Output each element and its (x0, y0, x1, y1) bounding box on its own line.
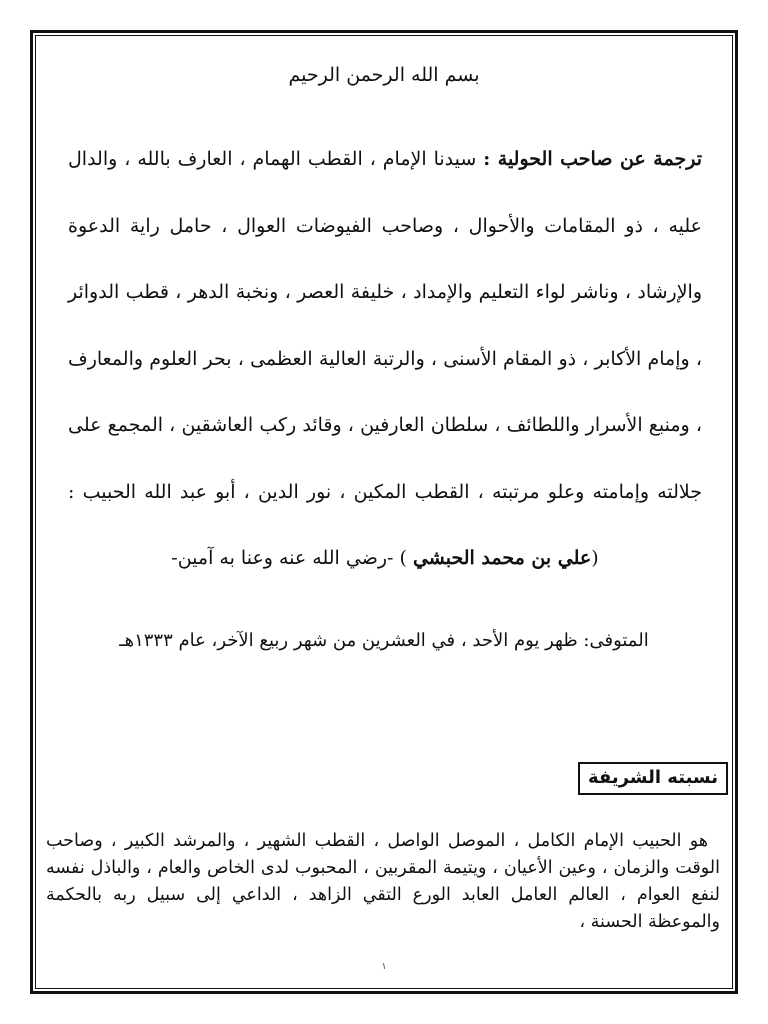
death-date-line: المتوفى: ظهر يوم الأحد ، في العشرين من شهر ربيع الآخر، عام ١٣٣٣هـ (119, 630, 649, 651)
document-page (40, 40, 728, 984)
lineage-paragraph: هو الحبيب الإمام الكامل ، الموصل الواصل ، القطب الشهير ، والمرشد الكبير ، وصاحب الوقت والزمان ، وعين الأعيان ، ويتيمة المقربين ، المحبوب لدى الخاص والعام ، والباذل نفسه لنفع العوام ، العالم العامل العابد الورع التقي الزاهد ، الداعي إلى سبيل ربه بالحكمة والموعظة الحسنة ، (46, 831, 720, 932)
page-number: ١ (381, 962, 387, 972)
biography-title: ترجمة عن صاحب الحولية : (483, 148, 702, 170)
biography-paragraph (68, 126, 702, 592)
section-title-box: نسبته الشريفة (578, 762, 728, 795)
subject-name: علي بن محمد الحبشي (412, 547, 592, 569)
basmala-heading: بسم الله الرحمن الرحيم (288, 64, 480, 86)
biography-text-part-2: ) -رضي الله عنه وعنا به آمين- (171, 547, 407, 569)
biography-text-part-1: سيدنا الإمام ، القطب الهمام ، العارف بالله ، والدال عليه ، ذو المقامات والأحوال ، وصاحب الفيوضات العوال ، حامل راية الدعوة والإرشاد ، وناشر لواء التعليم والإمداد ، خليفة العصر ، ونخبة الدهر ، قطب الدوائر ، وإمام الأكابر ، ذو المقام الأسنى ، والرتبة العالية العظمى ، بحر العلوم والمعارف ، ومنبع الأسرار واللطائف ، سلطان العارفين ، وقائد ركب العاشقين ، المجمع على جلالته وإمامته وعلو مرتبته ، القطب المكين ، نور الدين ، أبو عبد الله الحبيب : ( (68, 148, 702, 569)
